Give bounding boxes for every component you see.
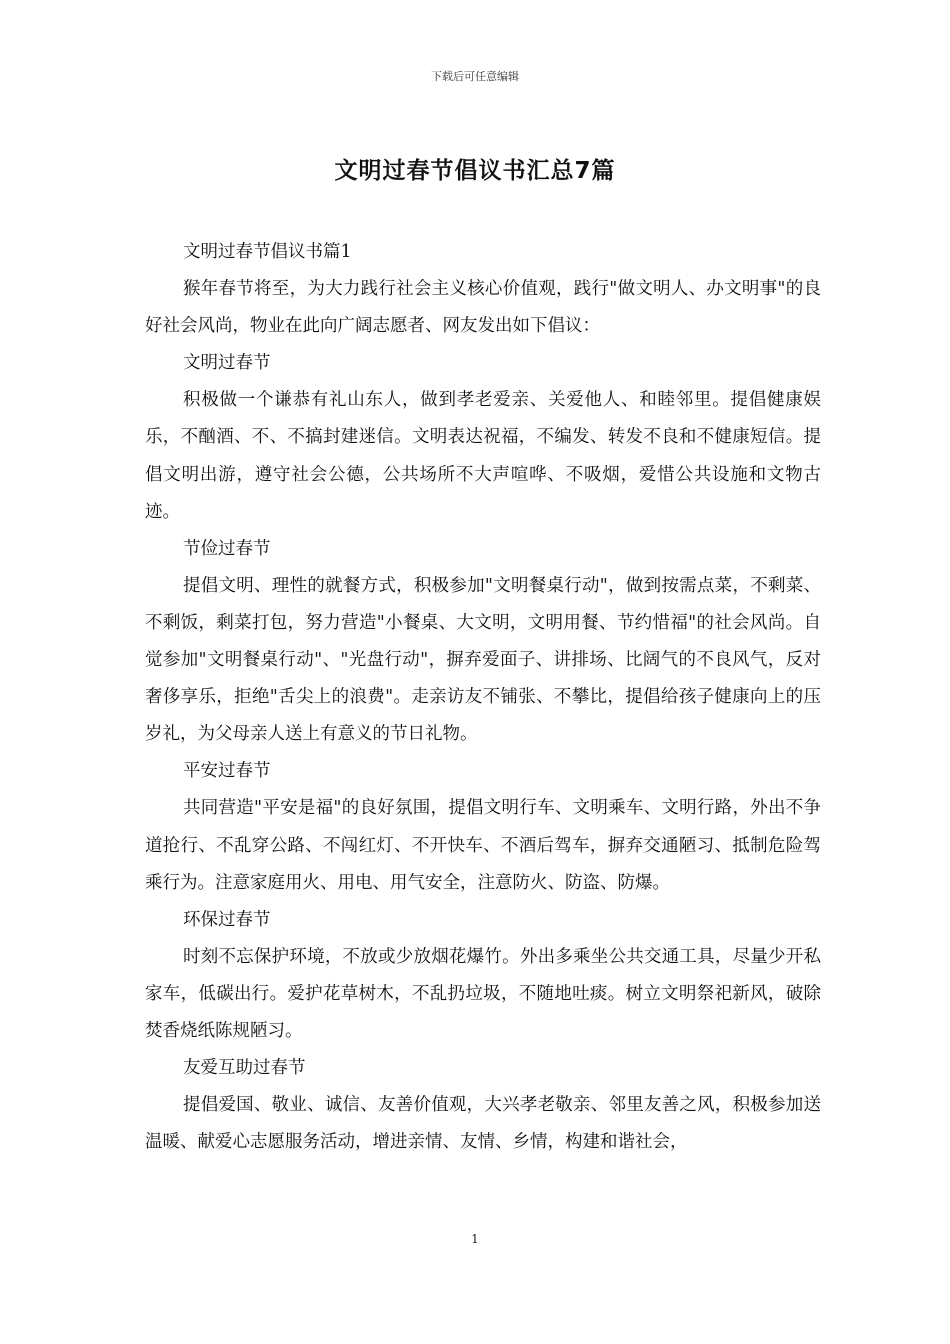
header-note: 下载后可任意编辑 xyxy=(431,70,519,83)
body-paragraph: 时刻不忘保护环境，不放或少放烟花爆竹。外出多乘坐公共交通工具，尽量少开私家车，低碳出行。爱护花草树木，不乱扔垃圾，不随地吐痰。树立文明祭祀新风，破除焚香烧纸陈规陋习。 xyxy=(145,946,821,1041)
body-paragraph: 积极做一个谦恭有礼山东人，做到孝老爱亲、关爱他人、和睦邻里。提倡健康娱乐，不酗酒、不、不搞封建迷信。文明表达祝福，不编发、转发不良和不健康短信。提倡文明出游，遵守社会公德，公共场所不大声喧哗、不吸烟，爱惜公共设施和文物古迹。 xyxy=(145,390,821,522)
section-heading: 文明过春节 xyxy=(183,353,271,374)
section-heading: 文明过春节倡议书篇1 xyxy=(183,242,352,262)
section-heading: 环保过春节 xyxy=(183,909,271,930)
body-paragraph: 提倡文明、理性的就餐方式，积极参加"文明餐桌行动"，做到按需点菜，不剩菜、不剩饭，剩菜打包，努力营造"小餐桌、大文明，文明用餐、节约惜福"的社会风尚。自觉参加"文明餐桌行动"、"光盘行动"，摒弃爱面子、讲排场、比阔气的不良风气，反对奢侈享乐，拒绝"舌尖上的浪费"。走亲访友不铺张、不攀比，提倡给孩子健康向上的压岁礼，为父母亲人送上有意义的节日礼物。 xyxy=(145,575,821,745)
body-paragraph: 提倡爱国、敬业、诚信、友善价值观，大兴孝老敬亲、邻里友善之风，积极参加送温暖、献爱心志愿服务活动，增进亲情、友情、乡情，构建和谐社会， xyxy=(145,1095,821,1153)
section-heading: 友爱互助过春节 xyxy=(183,1058,306,1079)
body-paragraph: 共同营造"平安是福"的良好氛围，提倡文明行车、文明乘车、文明行路，外出不争道抢行、不乱穿公路、不闯红灯、不开快车、不酒后驾车，摒弃交通陋习、抵制危险驾乘行为。注意家庭用火、用电、用气安全，注意防火、防盗、防爆。 xyxy=(145,798,821,893)
body-paragraph: 猴年春节将至，为大力践行社会主义核心价值观，践行"做文明人、办文明事"的良好社会风尚，物业在此向广阔志愿者、网友发出如下倡议： xyxy=(145,279,821,337)
document-title: 文明过春节倡议书汇总7篇 xyxy=(334,158,616,184)
document-body xyxy=(145,234,821,1161)
page-number: 1 xyxy=(471,1232,479,1246)
section-heading: 节俭过春节 xyxy=(183,538,271,559)
section-heading: 平安过春节 xyxy=(183,761,271,782)
